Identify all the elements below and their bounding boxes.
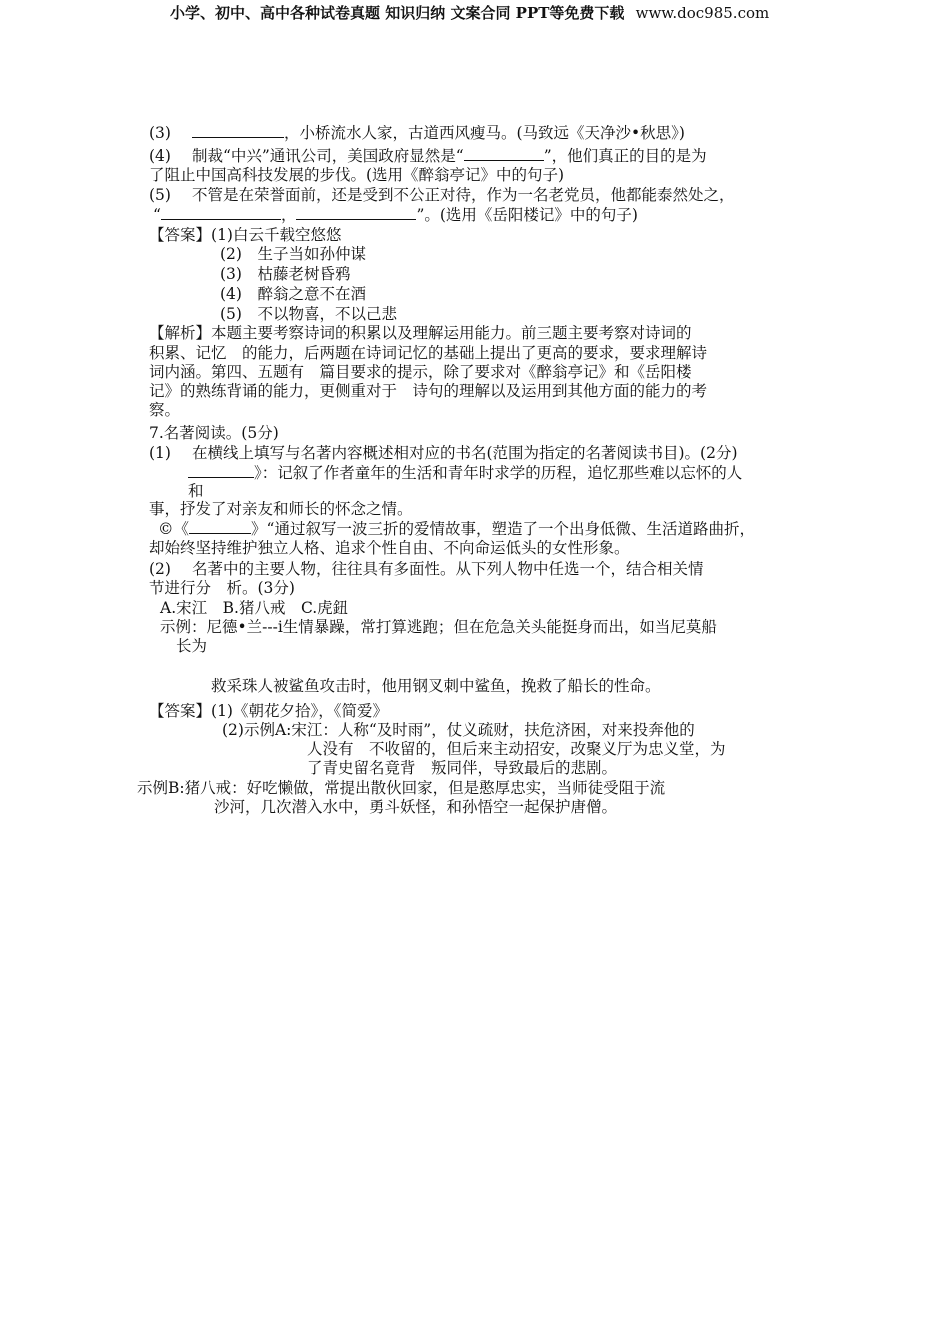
q6-item4-line2: 了阻止中国高科技发展的步伐。(选用《醉翁亭记》中的句子) — [149, 166, 565, 184]
q7-part1-b-line2: 却始终坚持维护独立人格、追求个性自由、不向命运低头的女性形象。 — [149, 539, 630, 557]
answer-label: 【答案】 — [149, 226, 212, 244]
q6-analysis-line4: 记》的熟练背诵的能力，更侧重对于 诗句的理解以及运用到其他方面的能力的考 — [149, 382, 708, 400]
answer-blank — [296, 205, 416, 220]
answer-blank — [464, 146, 544, 161]
q6-answer-line1: 【答案】(1)白云千载空悠悠 — [149, 226, 342, 244]
q6-answer-3: (3) 枯藤老树昏鸦 — [220, 265, 351, 283]
answer-label: 【答案】 — [149, 702, 212, 720]
q7-part2-example-line3: 救采珠人被鲨鱼攻击时，他用钢叉刺中鲨鱼，挽救了船长的性命。 — [211, 677, 661, 695]
q7-part2-example-line1: 示例：尼德•兰---i生情暴躁，常打算逃跑；但在危急关头能挺身而出，如当尼莫船 — [160, 618, 717, 636]
header-url: www.doc985.com — [635, 4, 770, 22]
q6-item4-line1: (4) 制裁“中兴”通讯公司，美国政府显然是“ ”，他们真正的目的是为 — [149, 147, 707, 165]
analysis-label: 【解析】 — [149, 324, 212, 342]
q7-part1-prompt: (1) 在横线上填写与名著内容概述相对应的书名(范围为指定的名著阅读书目)。(2分) — [149, 444, 738, 462]
q6-item3: (3) ，小桥流水人家，古道西风瘦马。(马致远《天净沙•秋思》) — [149, 124, 685, 142]
q7-answerB-line2: 沙河，几次潜入水中，勇斗妖怪，和孙悟空一起保护唐僧。 — [214, 798, 618, 816]
q6-answer-4: (4) 醉翁之意不在酒 — [220, 285, 366, 303]
q7-answer-line1: 【答案】(1)《朝花夕拾》，《简爱》 — [149, 702, 388, 720]
q7-answer2-line1: (2)示例A:宋江：人称“及时雨”，仗义疏财，扶危济困，对来投奔他的 — [222, 721, 695, 739]
q6-analysis-line3: 词内涵。第四、五题有 篇目要求的提示，除了要求对《醉翁亭记》和《岳阳楼 — [149, 363, 692, 381]
q7-part1-a-line2: 和 — [188, 482, 204, 500]
q7-part1-a-line1: 》：记叙了作者童年的生活和青年时求学的历程，追忆那些难以忘怀的人 — [188, 463, 742, 483]
q6-answer-2: (2) 生子当如孙仲谋 — [220, 245, 366, 263]
answer-blank — [188, 463, 254, 478]
q6-answer-5: (5) 不以物喜，不以己悲 — [220, 305, 397, 323]
q7-part1-b-line1: ©《 》“通过叙写一波三折的爱情故事，塑造了一个出身低微、生活道路曲折， — [158, 520, 755, 538]
q7-part2-line2: 节进行分 析。(3分) — [149, 579, 295, 597]
q6-analysis-line5: 察。 — [149, 401, 181, 419]
q7-answer2-line2: 人没有 不收留的，但后来主动招安，改聚义厅为忠义堂，为 — [307, 740, 726, 758]
answer-blank — [192, 123, 284, 138]
q7-part2-options: A.宋江 B.猪八戒 C.虎鈕 — [160, 599, 349, 617]
answer-blank — [161, 205, 281, 220]
q7-part2-example-line2: 长为 — [176, 637, 208, 655]
q7-answerB-line1: 示例B:猪八戒：好吃懒做，常提出散伙回家，但是憨厚忠实，当师徒受阻于流 — [137, 779, 666, 797]
q7-part2-line1: (2) 名著中的主要人物，往往具有多面性。从下列人物中任选一个，结合相关情 — [149, 560, 704, 578]
q6-analysis-line1: 【解析】本题主要考察诗词的积累以及理解运用能力。前三题主要考察对诗词的 — [149, 324, 692, 342]
answer-blank — [189, 519, 251, 534]
q7-part1-a-line3: 事，抒发了对亲友和师长的怀念之情。 — [149, 500, 413, 518]
q6-item5-line1: (5) 不管是在荣誉面前，还是受到不公正对待，作为一名老党员，他都能泰然处之， — [149, 186, 735, 204]
q7-title: 7.名著阅读。(5分) — [149, 424, 279, 442]
page-header — [170, 3, 769, 23]
q6-analysis-line2: 积累、记忆 的能力，后两题在诗词记忆的基础上提出了更高的要求，要求理解诗 — [149, 344, 708, 362]
q7-answer2-line3: 了青史留名竟背 叛同伴，导致最后的悲剧。 — [307, 759, 618, 777]
header-text: 小学、初中、高中各种试卷真题 知识归纳 文案合同 PPT等免费下载 — [170, 4, 625, 22]
q6-item5-line2: “ ， ”。(选用《岳阳楼记》中的句子) — [153, 206, 638, 224]
